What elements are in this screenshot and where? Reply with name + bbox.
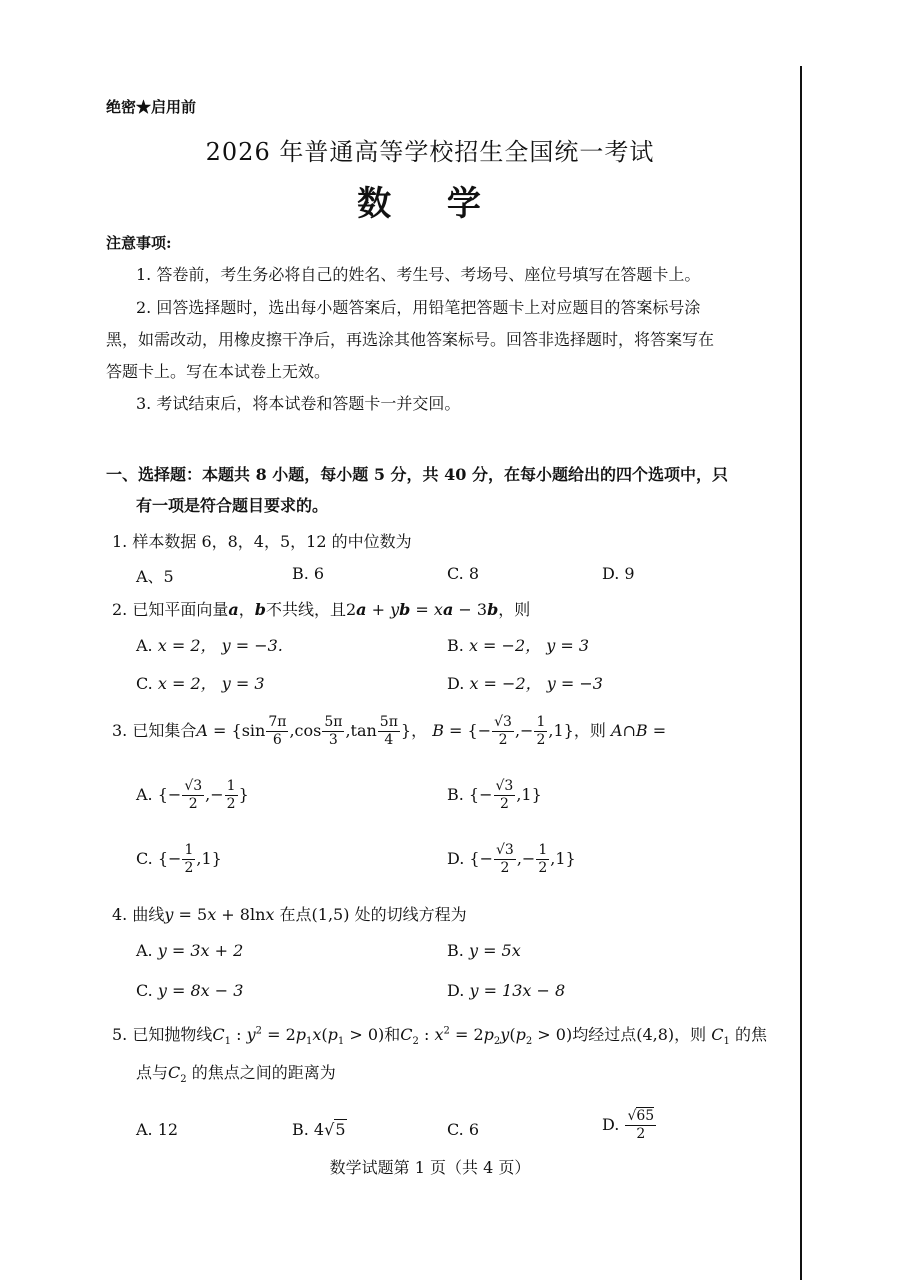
- binding-line: [800, 66, 802, 1280]
- question-2-option-c: C. x = 2， y = 3: [136, 674, 265, 693]
- question-1-stem: 1. 样本数据 6，8，4，5，12 的中位数为: [112, 532, 412, 551]
- section-heading-line-1: 一、选择题：本题共 8 小题，每小题 5 分，共 40 分，在每小题给出的四个选项中，只: [106, 465, 728, 484]
- question-5-option-b: B. 4√5: [292, 1120, 346, 1139]
- notice-item-2-line-2: 黑，如需改动，用橡皮擦干净后，再选涂其他答案标号。回答非选择题时，将答案写在: [106, 330, 715, 349]
- notice-item-1: 1. 答卷前，考生务必将自己的姓名、考生号、考场号、座位号填写在答题卡上。: [136, 265, 701, 284]
- question-2-option-b: B. x = −2， y = 3: [447, 636, 590, 655]
- exam-title: 2026 年普通高等学校招生全国统一考试: [205, 138, 655, 166]
- notice-item-3: 3. 考试结束后，将本试卷和答题卡一并交回。: [136, 394, 461, 413]
- question-2-option-a: A. x = 2， y = −3.: [136, 636, 283, 655]
- notice-item-2-line-1: 2. 回答选择题时，选出每小题答案后，用铅笔把答题卡上对应题目的答案标号涂: [136, 298, 701, 317]
- question-1-option-b: B. 6: [292, 564, 325, 583]
- question-4-option-d: D. y = 13x − 8: [447, 981, 566, 1000]
- question-3-option-d: D. {− $\frac{√3}{2}$ ,− $\frac{1}{2}$ ,1}: [447, 842, 576, 876]
- question-3-stem: 3. 已知集合A = {sin $\frac{7\pi}{6}$ ,cos $\frac{5\pi}{3}$ ,tan $\frac{5\pi}{4}$ }， B = {− $\frac{√3}{2}$ ,− $\frac{1}{2}$ ,1}，则 A∩B =: [112, 714, 667, 748]
- notice-heading: 注意事项:: [106, 234, 172, 252]
- question-4-stem: 4. 曲线y = 5x + 8lnx 在点(1,5) 处的切线方程为: [112, 905, 467, 924]
- question-5-option-a: A. 12: [136, 1120, 179, 1139]
- question-5-option-d: D. $\frac{√65}{2}$: [602, 1108, 655, 1142]
- question-5-option-c: C. 6: [447, 1120, 480, 1139]
- question-4-option-c: C. y = 8x − 3: [136, 981, 244, 1000]
- question-3-option-c: C. {− $\frac{1}{2}$ ,1}: [136, 842, 222, 876]
- question-2-stem: 2. 已知平面向量a，b不共线，且2a + yb = xa − 3b，则: [112, 600, 531, 619]
- question-3-option-a: A. {− $\frac{√3}{2}$ ,− $\frac{1}{2}$ }: [136, 778, 249, 812]
- page-footer: 数学试题第 1 页（共 4 页）: [329, 1158, 531, 1177]
- section-heading-line-2: 有一项是符合题目要求的。: [136, 496, 329, 515]
- question-4-option-a: A. y = 3x + 2: [136, 941, 244, 960]
- question-1-option-c: C. 8: [447, 564, 480, 583]
- notice-item-2-line-3: 答题卡上。写在本试卷上无效。: [106, 362, 331, 381]
- question-4-option-b: B. y = 5x: [447, 941, 521, 960]
- question-5-stem-line-2: 点与$C_2$ 的焦点之间的距离为: [136, 1063, 336, 1086]
- question-2-option-d: D. x = −2， y = −3: [447, 674, 603, 693]
- question-1-option-a: A、5: [136, 567, 174, 586]
- question-1-option-d: D. 9: [602, 564, 635, 583]
- question-5-stem-line-1: 5. 已知抛物线$C_1$ : $y^2 = 2p_1x(p_1 > 0)$和$C_2$ : $x^2 = 2p_2y(p_2 > 0)$均经过点(4,8)，则 $C_1$ 的焦: [112, 1025, 767, 1048]
- confidential-label: 绝密★启用前: [106, 98, 197, 116]
- subject-title: 数 学: [357, 184, 503, 224]
- question-3-option-b: B. {− $\frac{√3}{2}$ ,1}: [447, 778, 542, 812]
